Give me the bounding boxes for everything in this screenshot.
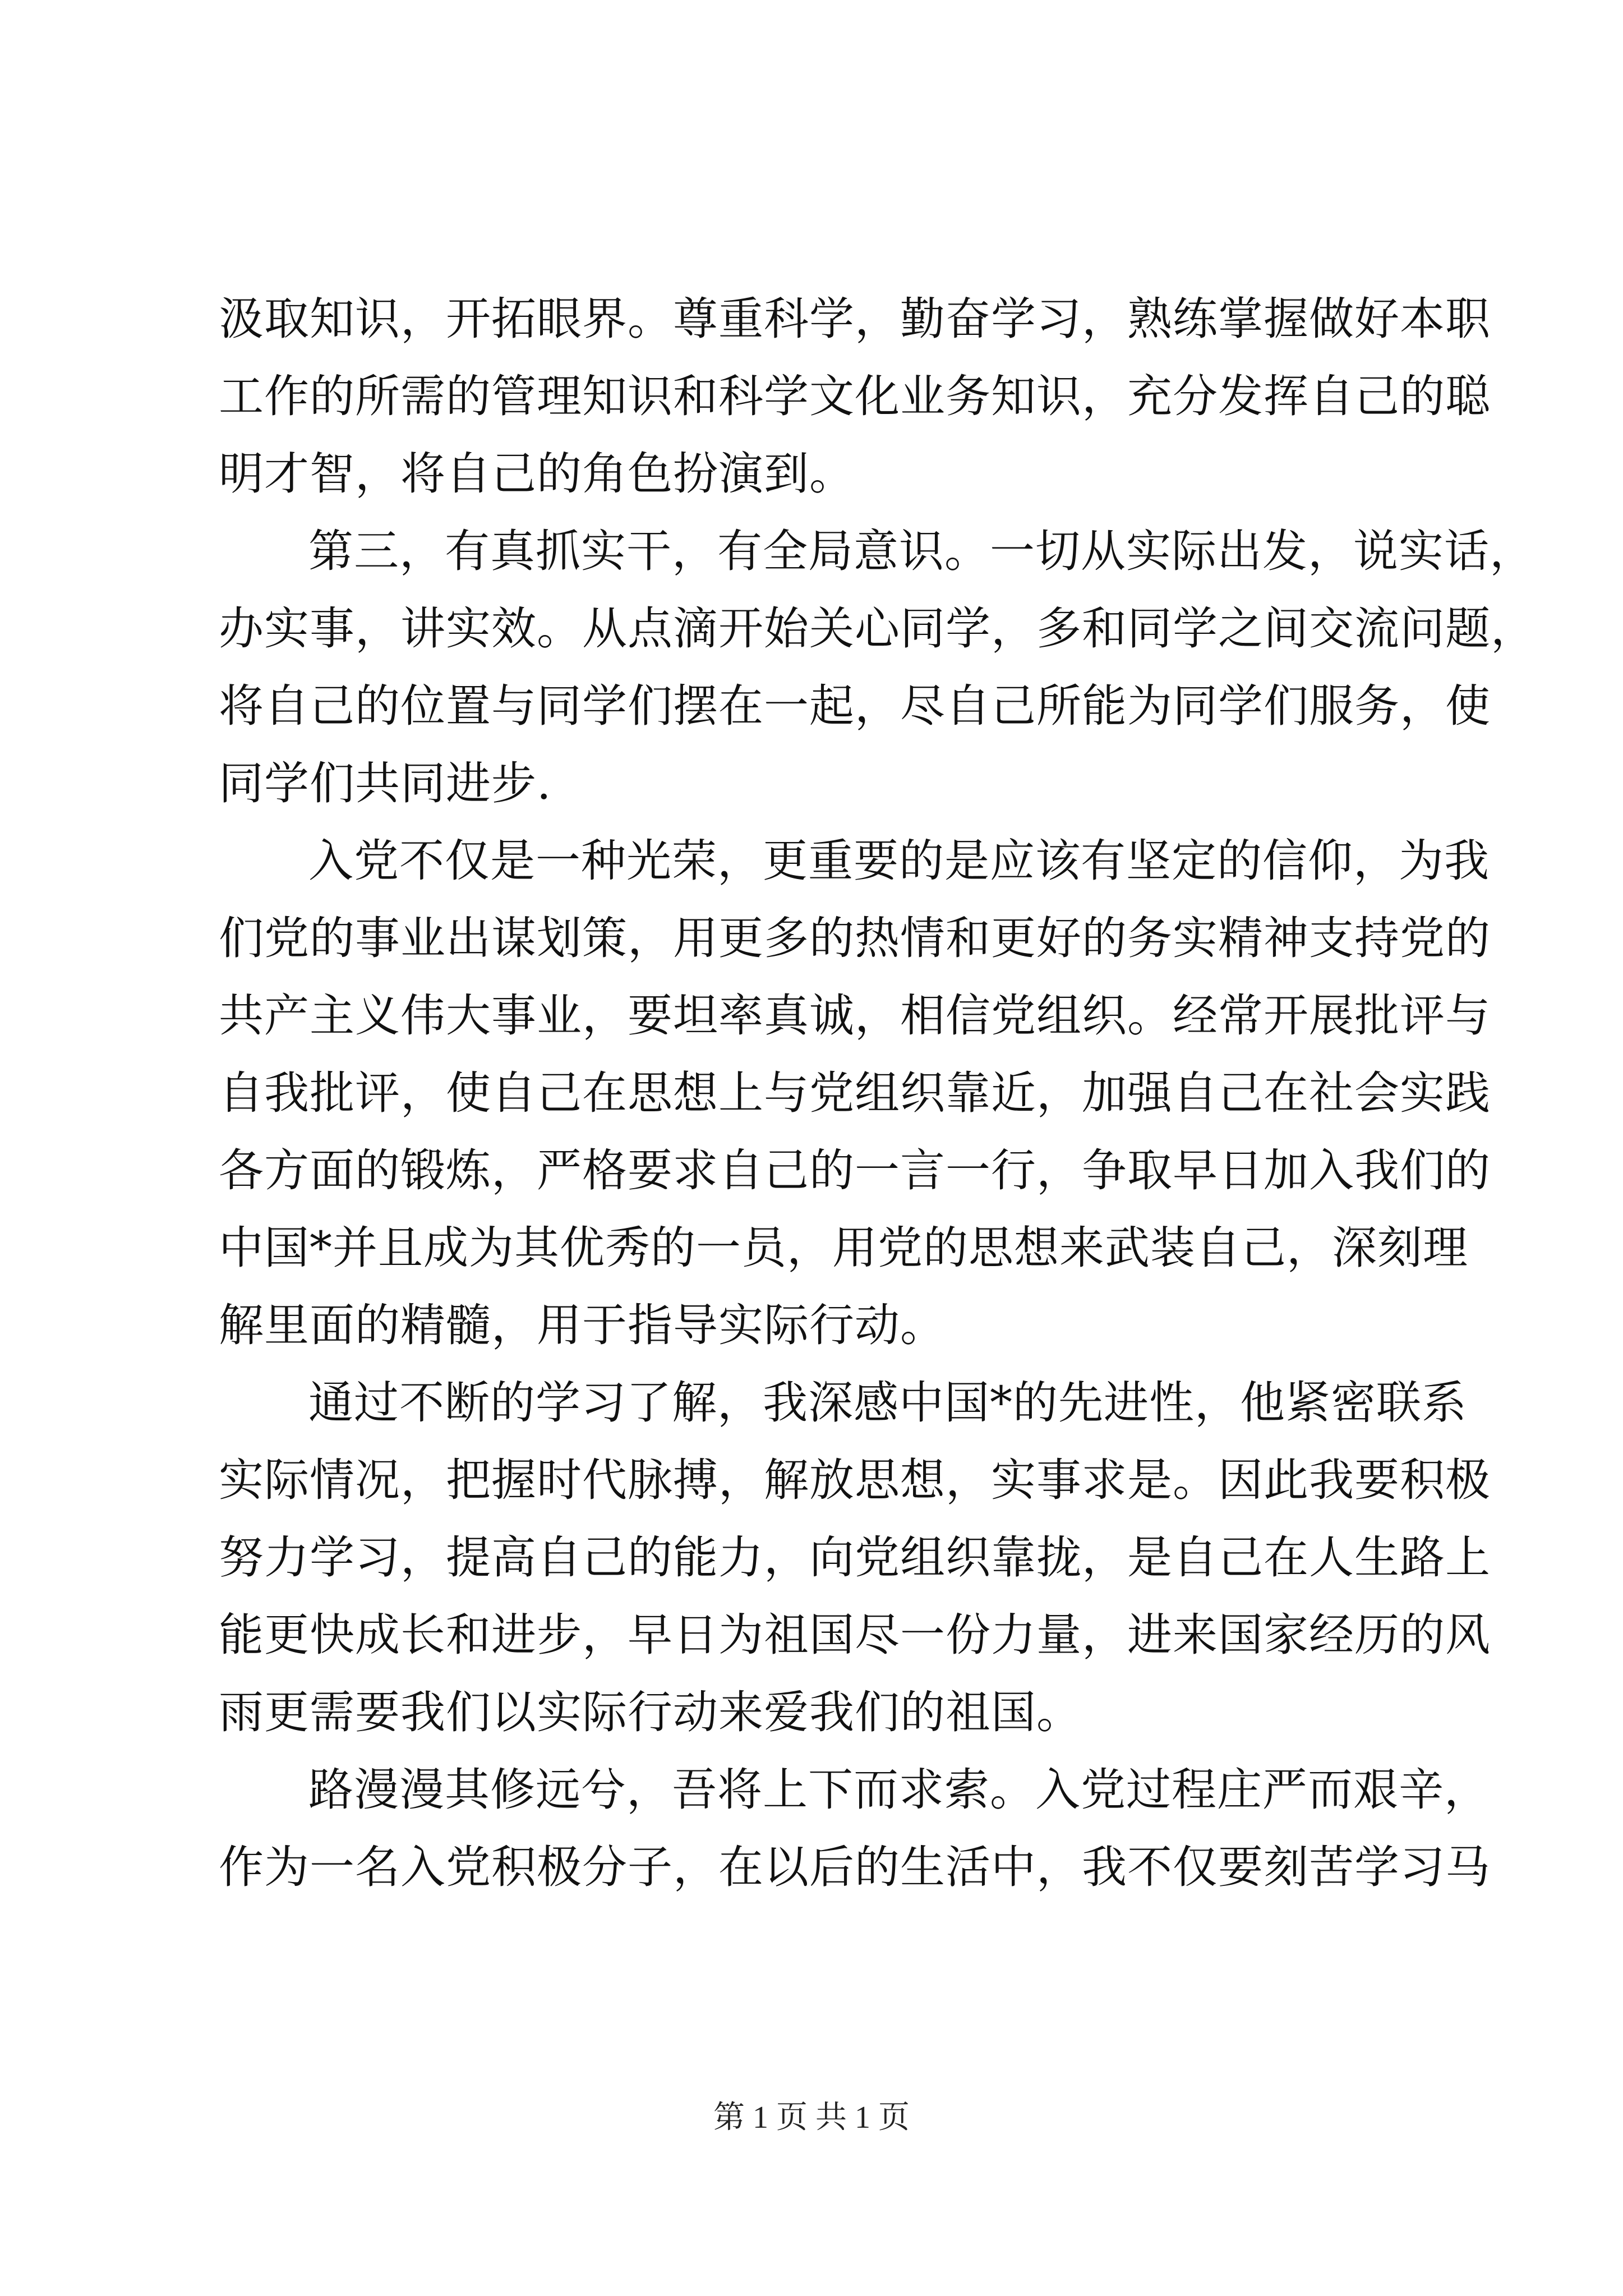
paragraph-continuation	[219, 280, 1491, 513]
paragraph-study	[219, 1364, 1491, 1751]
text-line: 明才智，将自己的角色扮演到。	[219, 448, 855, 500]
text-line: 作为一名入党积极分子，在以后的生活中，我不仅要刻苦学习马	[219, 1841, 1491, 1893]
page-footer: 第 1 页 共 1 页	[713, 2100, 910, 2135]
paragraph-joining-party	[219, 822, 1491, 1364]
text-line: 解里面的精髓，用于指导实际行动。	[219, 1299, 946, 1351]
paragraph-third-point	[219, 513, 1536, 822]
text-line: 努力学习，提高自己的能力，向党组织靠拢，是自己在人生路上	[219, 1531, 1491, 1584]
text-line: 路漫漫其修远兮，吾将上下而求索。入党过程庄严而艰辛，	[308, 1764, 1490, 1816]
text-line: 第三，有真抓实干，有全局意识。一切从实际出发，说实话，	[308, 525, 1535, 577]
document-body	[219, 280, 1536, 1906]
text-line: 汲取知识，开拓眼界。尊重科学，勤奋学习，熟练掌握做好本职	[219, 293, 1491, 345]
text-line: 们党的事业出谋划策，用更多的热情和更好的务实精神支持党的	[219, 912, 1491, 964]
text-line: 同学们共同进步.	[219, 757, 552, 809]
text-line: 中国*并且成为其优秀的一员，用党的思想来武装自己，深刻理	[219, 1222, 1468, 1274]
text-line: 办实事，讲实效。从点滴开始关心同学，多和同学之间交流问题，	[219, 602, 1536, 655]
text-line: 各方面的锻炼，严格要求自己的一言一行，争取早日加入我们的	[219, 1144, 1491, 1197]
text-line: 雨更需要我们以实际行动来爱我们的祖国。	[219, 1686, 1082, 1738]
text-line: 将自己的位置与同学们摆在一起，尽自己所能为同学们服务，使	[219, 680, 1491, 732]
text-line: 能更快成长和进步，早日为祖国尽一份力量，进来国家经历的风	[219, 1609, 1491, 1661]
paragraph-conclusion	[219, 1751, 1491, 1906]
text-line: 自我批评，使自己在思想上与党组织靠近，加强自己在社会实践	[219, 1067, 1491, 1119]
text-line: 共产主义伟大事业，要坦率真诚，相信党组织。经常开展批评与	[219, 990, 1491, 1042]
text-line: 工作的所需的管理知识和科学文化业务知识，充分发挥自己的聪	[219, 370, 1491, 422]
text-line: 入党不仅是一种光荣，更重要的是应该有坚定的信仰，为我	[308, 835, 1490, 887]
text-line: 通过不断的学习了解，我深感中国*的先进性，他紧密联系	[308, 1377, 1467, 1429]
text-line: 实际情况，把握时代脉搏，解放思想，实事求是。因此我要积极	[219, 1454, 1491, 1506]
